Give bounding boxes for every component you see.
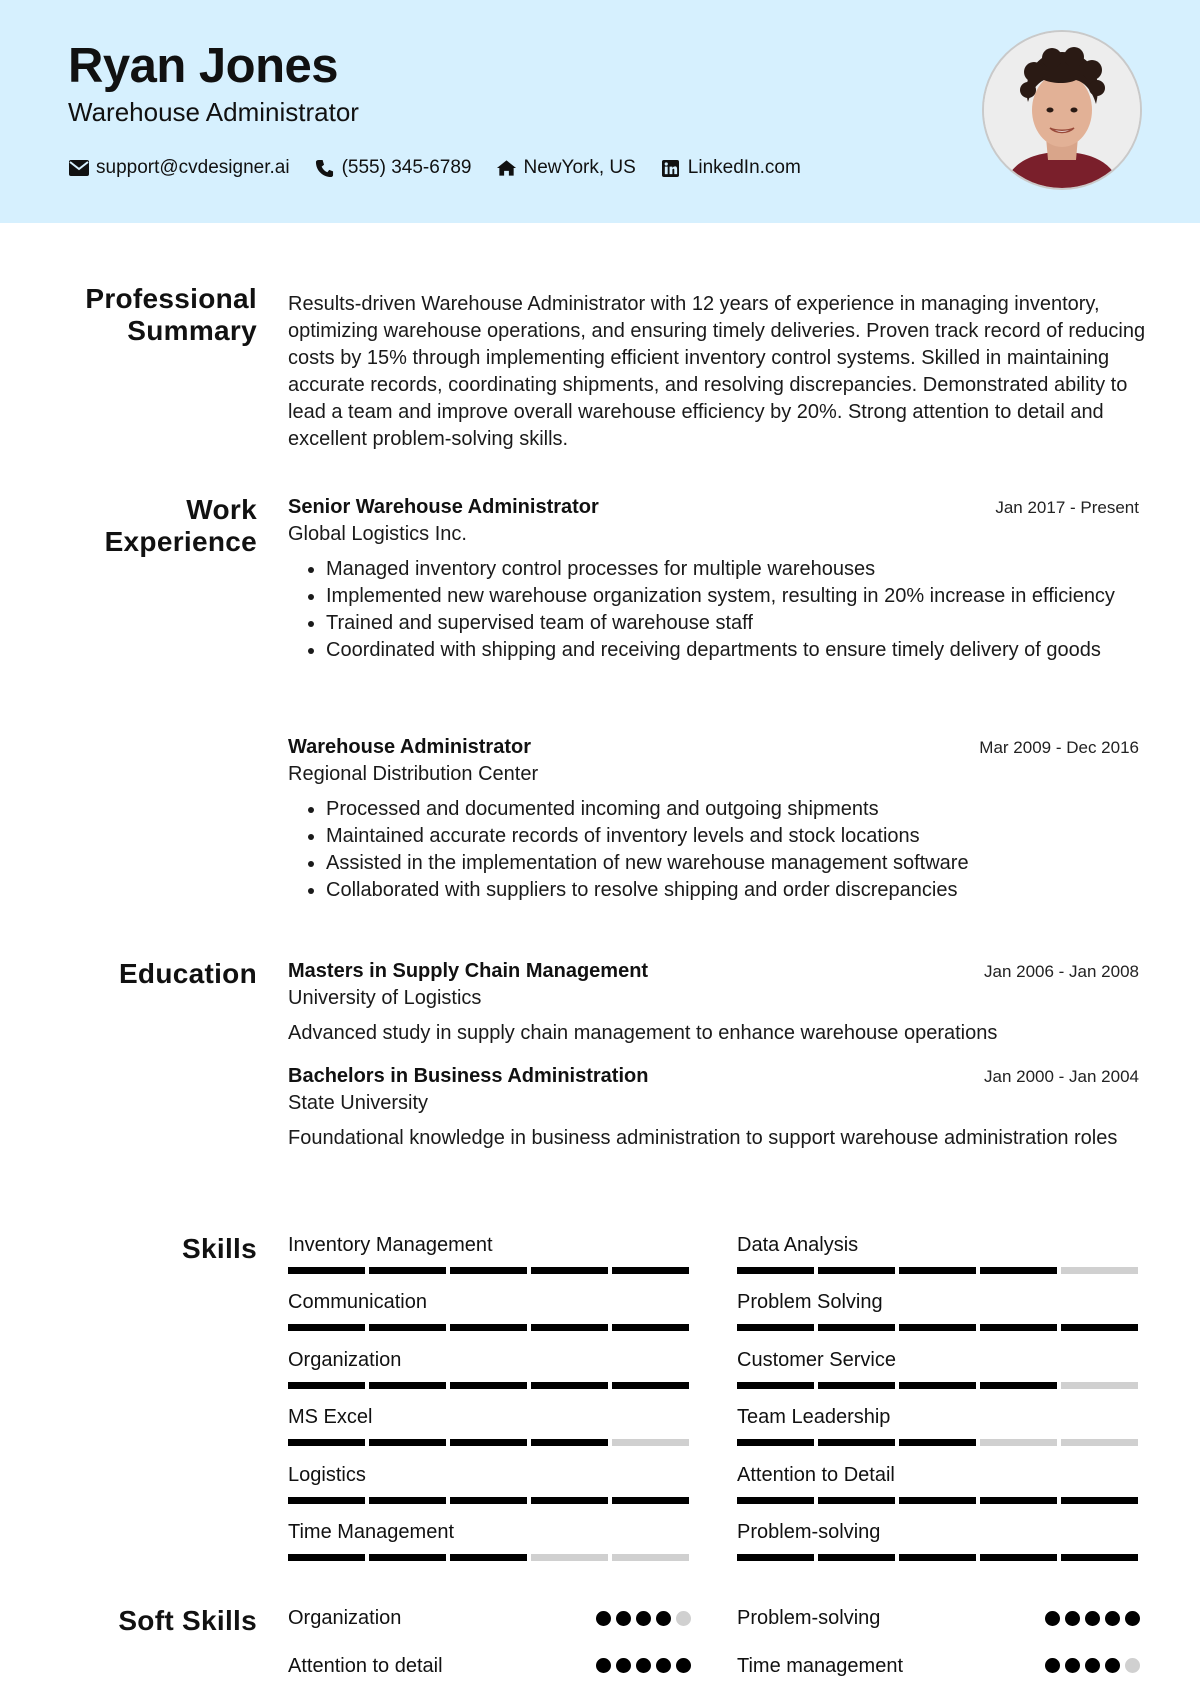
contact-phone[interactable]	[314, 157, 472, 179]
skill-item	[288, 1462, 691, 1504]
skill-level-segment-filled	[531, 1324, 608, 1331]
skill-level-bar	[288, 1382, 691, 1389]
skill-level-segment-filled	[818, 1267, 895, 1274]
skill-level-segment-filled	[737, 1267, 814, 1274]
degree-description: Advanced study in supply chain management to enhance warehouse operations	[288, 1022, 998, 1044]
resume-header	[0, 0, 1200, 223]
skill-level-segment-filled	[288, 1324, 365, 1331]
skill-level-segment-filled	[450, 1554, 527, 1561]
rating-dot-filled	[656, 1658, 671, 1673]
skill-level-segment-empty	[612, 1439, 689, 1446]
skill-level-bar	[288, 1554, 691, 1561]
skill-level-segment-filled	[980, 1267, 1057, 1274]
skill-level-segment-empty	[1061, 1439, 1138, 1446]
skill-level-segment-filled	[531, 1382, 608, 1389]
rating-dot-filled	[1065, 1611, 1080, 1626]
skill-item	[288, 1232, 691, 1274]
skill-level-segment-filled	[899, 1554, 976, 1561]
skill-name: Problem Solving	[737, 1291, 883, 1314]
school-name: State University	[288, 1092, 429, 1114]
skill-level-segment-filled	[980, 1497, 1057, 1504]
job-company: Global Logistics Inc.	[288, 523, 467, 545]
skill-level-segment-filled	[1061, 1497, 1138, 1504]
skill-level-segment-filled	[612, 1497, 689, 1504]
candidate-title: Warehouse Administrator	[68, 97, 359, 127]
skill-name: Logistics	[288, 1463, 366, 1486]
soft-skill-item	[288, 1605, 691, 1631]
skill-name: Attention to Detail	[737, 1463, 895, 1486]
profile-photo	[982, 30, 1142, 190]
section-heading-skills: Skills	[182, 1233, 257, 1264]
linkedin-icon	[660, 158, 682, 178]
skill-level-segment-filled	[737, 1439, 814, 1446]
education-entry	[288, 1063, 1139, 1152]
rating-dot-filled	[1125, 1611, 1140, 1626]
soft-skill-name: Attention to detail	[288, 1654, 443, 1677]
rating-dot-empty	[1125, 1658, 1140, 1673]
skill-level-segment-filled	[450, 1382, 527, 1389]
contact-email-text: support@cvdesigner.ai	[96, 157, 290, 178]
skill-level-segment-empty	[980, 1439, 1057, 1446]
education-entry	[288, 958, 1139, 1047]
job-bullet: • Coordinated with shipping and receiving departments to ensure timely delivery of goods	[326, 637, 1139, 664]
soft-skill-item	[737, 1605, 1140, 1631]
soft-skill-rating	[596, 1611, 691, 1626]
skill-item	[737, 1289, 1140, 1331]
skill-level-segment-filled	[450, 1324, 527, 1331]
skill-item	[288, 1347, 691, 1389]
skill-level-segment-filled	[288, 1554, 365, 1561]
rating-dot-filled	[596, 1611, 611, 1626]
skill-level-segment-filled	[899, 1497, 976, 1504]
section-heading-education: Education	[118, 958, 257, 989]
rating-dot-empty	[676, 1611, 691, 1626]
skill-level-segment-empty	[531, 1554, 608, 1561]
skill-level-segment-filled	[1061, 1554, 1138, 1561]
soft-skill-rating	[1045, 1658, 1140, 1673]
skill-level-segment-filled	[369, 1324, 446, 1331]
skill-item	[288, 1289, 691, 1331]
skill-level-segment-filled	[612, 1324, 689, 1331]
school-name: University of Logistics	[288, 987, 482, 1009]
skill-level-segment-filled	[899, 1267, 976, 1274]
job-bullets	[288, 796, 1139, 904]
skill-level-segment-filled	[818, 1554, 895, 1561]
rating-dot-filled	[636, 1658, 651, 1673]
degree-dates: Jan 2000 - Jan 2004	[983, 1067, 1139, 1086]
skill-level-segment-filled	[450, 1267, 527, 1274]
skill-level-segment-filled	[288, 1267, 365, 1274]
job-bullet: • Maintained accurate records of inventory levels and stock locations	[326, 823, 1139, 850]
skill-name: Inventory Management	[288, 1234, 493, 1256]
skill-level-bar	[288, 1267, 691, 1274]
contact-linkedin-text: LinkedIn.com	[687, 157, 801, 178]
job-title: Warehouse Administrator	[288, 736, 531, 758]
skill-level-segment-filled	[369, 1497, 446, 1504]
soft-skill-rating	[1045, 1611, 1140, 1626]
skill-level-bar	[737, 1554, 1140, 1561]
rating-dot-filled	[656, 1611, 671, 1626]
skill-level-segment-filled	[737, 1324, 814, 1331]
soft-skill-name: Problem-solving	[737, 1607, 881, 1629]
candidate-name: Ryan Jones	[68, 39, 339, 93]
skill-item	[737, 1232, 1140, 1274]
soft-skill-rating	[596, 1658, 691, 1673]
contact-location	[496, 157, 636, 179]
rating-dot-filled	[1105, 1658, 1120, 1673]
section-heading-experience: Work Experience	[104, 494, 257, 557]
section-heading-soft-skills: Soft Skills	[118, 1605, 257, 1636]
skill-level-segment-filled	[980, 1324, 1057, 1331]
skill-item	[737, 1347, 1140, 1389]
skill-level-segment-filled	[612, 1382, 689, 1389]
rating-dot-filled	[636, 1611, 651, 1626]
skill-level-bar	[737, 1324, 1140, 1331]
rating-dot-filled	[1085, 1658, 1100, 1673]
experience-entry	[288, 494, 1139, 664]
job-dates: Jan 2017 - Present	[995, 498, 1139, 517]
rating-dot-filled	[1085, 1611, 1100, 1626]
skill-item	[288, 1519, 691, 1561]
skill-name: Customer Service	[737, 1348, 896, 1371]
rating-dot-filled	[596, 1658, 611, 1673]
rating-dot-filled	[616, 1611, 631, 1626]
rating-dot-filled	[676, 1658, 691, 1673]
skill-level-segment-filled	[899, 1382, 976, 1389]
skill-level-segment-filled	[531, 1439, 608, 1446]
skill-level-segment-filled	[612, 1267, 689, 1274]
skill-level-bar	[288, 1439, 691, 1446]
skill-name: Organization	[288, 1348, 402, 1371]
job-bullet: • Implemented new warehouse organization system, resulting in 20% increase in efficiency	[326, 583, 1139, 610]
job-company: Regional Distribution Center	[288, 763, 539, 785]
skill-level-segment-empty	[1061, 1382, 1138, 1389]
skill-level-bar	[288, 1324, 691, 1331]
degree-title: Masters in Supply Chain Management	[288, 960, 649, 982]
skill-level-segment-filled	[450, 1439, 527, 1446]
rating-dot-filled	[1105, 1611, 1120, 1626]
soft-skill-item	[737, 1653, 1140, 1679]
skill-level-segment-filled	[288, 1497, 365, 1504]
skill-level-segment-filled	[899, 1324, 976, 1331]
skill-level-segment-filled	[980, 1554, 1057, 1561]
skill-item	[737, 1404, 1140, 1446]
degree-title: Bachelors in Business Administration	[288, 1065, 649, 1087]
skill-level-segment-filled	[369, 1554, 446, 1561]
skill-level-segment-filled	[288, 1439, 365, 1446]
contact-location-text: NewYork, US	[523, 157, 636, 178]
skill-level-segment-filled	[369, 1439, 446, 1446]
skill-name: Communication	[288, 1291, 427, 1314]
skill-level-segment-filled	[818, 1382, 895, 1389]
experience-entry	[288, 734, 1139, 904]
skill-level-segment-filled	[531, 1497, 608, 1504]
rating-dot-filled	[1045, 1658, 1060, 1673]
rating-dot-filled	[1045, 1611, 1060, 1626]
degree-description: Foundational knowledge in business administration to support warehouse administration roles	[288, 1127, 1118, 1149]
skill-level-segment-empty	[612, 1554, 689, 1561]
job-bullet: • Collaborated with suppliers to resolve shipping and order discrepancies	[326, 877, 1139, 904]
section-heading-summary: Professional Summary	[85, 283, 257, 346]
job-bullet: • Processed and documented incoming and outgoing shipments	[326, 796, 1139, 823]
summary-text: Results-driven Warehouse Administrator with 12 years of experience in managing inventory, optimizing warehouse operations, and ensuring timely deliveries. Proven track record of reducing costs by 15% through implementing efficient inventory control systems. Skilled in maintaining accurate records, coordinating shipments, and resolving discrepancies. Demonstrated ability to lead a team and improve overall warehouse efficiency by 20%. Strong attention to detail and excellent problem-solving skills.	[288, 293, 1146, 450]
job-title: Senior Warehouse Administrator	[288, 496, 599, 518]
soft-skill-name: Time management	[737, 1654, 903, 1677]
skill-level-bar	[737, 1382, 1140, 1389]
skill-name: Time Management	[288, 1521, 454, 1543]
contact-email[interactable]	[68, 157, 290, 179]
skill-level-segment-filled	[531, 1267, 608, 1274]
skill-level-segment-filled	[450, 1497, 527, 1504]
soft-skill-name: Organization	[288, 1607, 402, 1629]
skill-level-segment-filled	[818, 1324, 895, 1331]
skill-level-segment-filled	[737, 1497, 814, 1504]
soft-skill-item	[288, 1653, 691, 1679]
job-bullet: • Assisted in the implementation of new warehouse management software	[326, 850, 1139, 877]
skill-item	[737, 1462, 1140, 1504]
job-bullet: • Managed inventory control processes for multiple warehouses	[326, 556, 1139, 583]
skill-name: Team Leadership	[737, 1406, 891, 1429]
skill-level-segment-filled	[818, 1439, 895, 1446]
home-icon	[496, 158, 518, 178]
skill-level-segment-filled	[737, 1554, 814, 1561]
phone-icon	[314, 158, 336, 178]
job-bullets	[288, 556, 1139, 664]
envelope-icon	[68, 158, 90, 178]
contact-linkedin[interactable]	[660, 157, 801, 179]
skill-level-bar	[737, 1267, 1140, 1274]
degree-dates: Jan 2006 - Jan 2008	[983, 962, 1139, 981]
skill-level-segment-filled	[1061, 1324, 1138, 1331]
skill-level-bar	[737, 1439, 1140, 1446]
rating-dot-filled	[1065, 1658, 1080, 1673]
skill-level-bar	[737, 1497, 1140, 1504]
job-dates: Mar 2009 - Dec 2016	[979, 738, 1139, 757]
skill-level-segment-filled	[369, 1382, 446, 1389]
skill-name: MS Excel	[288, 1406, 373, 1429]
contact-phone-text: (555) 345-6789	[341, 157, 472, 178]
skill-level-segment-filled	[737, 1382, 814, 1389]
skill-level-bar	[288, 1497, 691, 1504]
rating-dot-filled	[616, 1658, 631, 1673]
job-bullet: • Trained and supervised team of warehouse staff	[326, 610, 1139, 637]
skill-item	[737, 1519, 1140, 1561]
skill-level-segment-filled	[899, 1439, 976, 1446]
skill-level-segment-filled	[818, 1497, 895, 1504]
skill-name: Data Analysis	[737, 1234, 859, 1256]
skill-name: Problem-solving	[737, 1521, 881, 1543]
skill-level-segment-empty	[1061, 1267, 1138, 1274]
skill-level-segment-filled	[980, 1382, 1057, 1389]
skill-item	[288, 1404, 691, 1446]
skill-level-segment-filled	[369, 1267, 446, 1274]
contact-list	[68, 157, 825, 179]
skill-level-segment-filled	[288, 1382, 365, 1389]
